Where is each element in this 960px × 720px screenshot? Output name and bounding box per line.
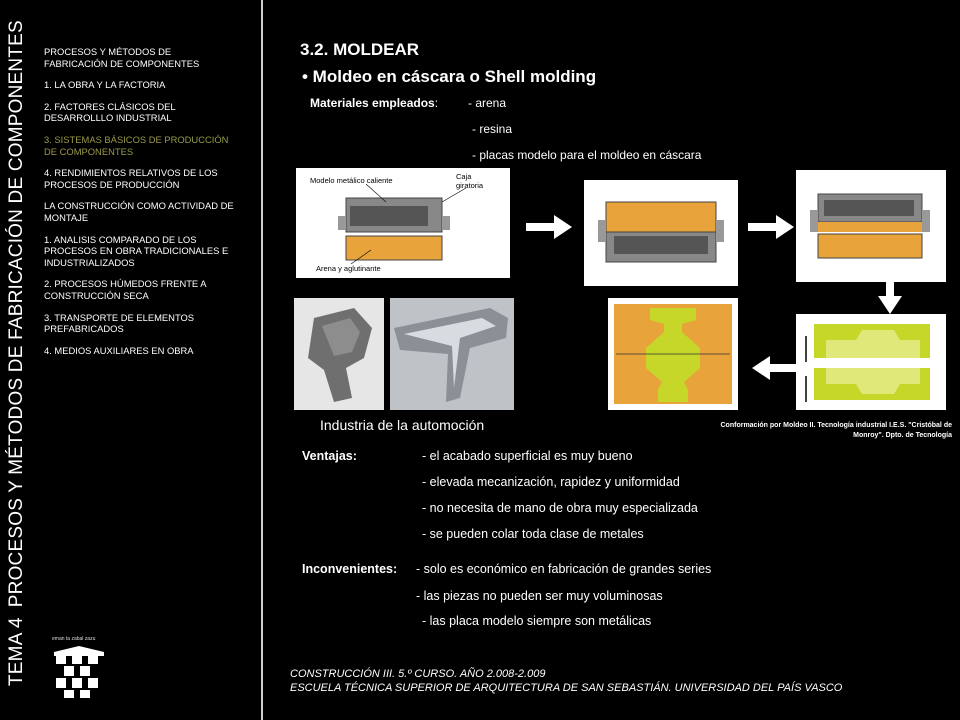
material-item: - resina bbox=[472, 122, 513, 136]
materials-label: Materiales empleados: bbox=[310, 96, 439, 110]
menu-item-procesos-humedos[interactable]: 2. PROCESOS HÚMEDOS FRENTE A CONSTRUCCIÓN SECA bbox=[44, 278, 207, 301]
label-model: Modelo metálico caliente bbox=[310, 176, 393, 185]
section-heading: 3.2. MOLDEAR bbox=[300, 40, 420, 59]
inconveniente-item: - las piezas no pueden ser muy voluminosas bbox=[416, 589, 663, 603]
ventaja-item: - se pueden colar toda clase de metales bbox=[422, 527, 644, 541]
menu-item-header[interactable]: PROCESOS Y MÉTODOS DE FABRICACIÓN DE COMPONENTES bbox=[44, 46, 200, 69]
cast-part-icon bbox=[294, 298, 384, 410]
photo-caption: Industria de la automoción bbox=[320, 417, 485, 433]
sidebar-menu bbox=[44, 46, 254, 366]
mold-diagram-2-icon bbox=[584, 180, 738, 286]
vertical-title bbox=[6, 20, 28, 686]
ventaja-item: - elevada mecanización, rapidez y uniformidad bbox=[422, 475, 680, 489]
mold-diagram-3-icon bbox=[796, 170, 946, 282]
arrow-down-icon bbox=[878, 266, 902, 314]
arrow-right-icon bbox=[526, 215, 572, 239]
shell-mold-diagram-4 bbox=[796, 314, 946, 410]
shell-mold-diagram-5 bbox=[608, 298, 738, 410]
material-item: - arena bbox=[468, 96, 507, 110]
menu-item-construccion-montaje[interactable]: LA CONSTRUCCIÓN COMO ACTIVIDAD DE MONTAJE bbox=[44, 200, 234, 223]
arrow-left-icon bbox=[752, 356, 798, 380]
logo-motto: eman ta zabal zazu bbox=[52, 636, 96, 642]
ventaja-item: - el acabado superficial es muy bueno bbox=[422, 449, 633, 463]
shell-halves-icon bbox=[796, 314, 946, 410]
menu-item-obra-factoria[interactable]: 1. LA OBRA Y LA FACTORIA bbox=[44, 79, 166, 91]
automotive-part-photo-2 bbox=[390, 298, 514, 410]
menu-item-rendimientos[interactable]: 4. RENDIMIENTOS RELATIVOS DE LOS PROCESOS DE PRODUCCIÓN bbox=[44, 167, 218, 190]
footer-school: ESCUELA TÉCNICA SUPERIOR DE ARQUITECTURA DE SAN SEBASTIÁN. UNIVERSIDAD DEL PAÍS VASCO bbox=[290, 682, 843, 694]
material-item: - placas modelo para el moldeo en cáscara bbox=[472, 148, 702, 162]
shell-mold-diagram-3 bbox=[796, 170, 946, 282]
university-logo-icon bbox=[50, 644, 108, 706]
label-sand: Arena y aglutinante bbox=[316, 264, 381, 273]
vertical-divider bbox=[261, 0, 263, 720]
inconveniente-item: - las placa modelo siempre son metálicas bbox=[422, 614, 652, 628]
shell-mold-diagram-2 bbox=[584, 180, 738, 286]
menu-item-transporte[interactable]: 3. TRANSPORTE DE ELEMENTOS PREFABRICADOS bbox=[44, 311, 195, 335]
footer-course: CONSTRUCCIÓN III. 5.º CURSO. AÑO 2.008-2.009 bbox=[290, 668, 546, 680]
menu-item-sistemas-basicos[interactable]: 3. SISTEMAS BÁSICOS DE PRODUCCIÓN DE COMPONENTES bbox=[44, 133, 229, 157]
automotive-part-photo-1 bbox=[294, 298, 384, 410]
inconveniente-item: - solo es económico en fabricación de grandes series bbox=[416, 562, 712, 576]
inconvenientes-label: Inconvenientes: bbox=[302, 562, 398, 576]
section-subheading: • Moldeo en cáscara o Shell molding bbox=[302, 67, 597, 86]
shell-mold-diagram-1 bbox=[296, 168, 510, 278]
attribution-text: Conformación por Moldeo II. Tecnología industrial I.E.S. "Cristóbal de Monroy". Dpto. de Tecnología bbox=[720, 422, 952, 439]
tema-title: PROCESOS Y MÉTODOS DE FABRICACIÓN DE COMPONENTES bbox=[6, 20, 27, 608]
tema-label: TEMA 4 bbox=[6, 617, 27, 686]
menu-item-factores-clasicos[interactable]: 2. FACTORES CLÁSICOS DEL DESARROLLLO INDUSTRIAL bbox=[44, 100, 176, 124]
arrow-right-icon bbox=[748, 215, 794, 239]
mold-cavity-icon bbox=[608, 298, 738, 410]
cast-frame-icon bbox=[390, 298, 514, 410]
ventajas-label: Ventajas: bbox=[302, 449, 357, 463]
menu-item-analisis-comparado[interactable]: 1. ANALISIS COMPARADO DE LOS PROCESOS EN OBRA TRADICIONALES E INDUSTRIALIZADOS bbox=[44, 233, 229, 268]
label-box: Caja giratoria bbox=[456, 172, 484, 190]
ventaja-item: - no necesita de mano de obra muy especializada bbox=[422, 501, 698, 515]
menu-item-medios-auxiliares[interactable]: 4. MEDIOS AUXILIARES EN OBRA bbox=[44, 344, 194, 356]
